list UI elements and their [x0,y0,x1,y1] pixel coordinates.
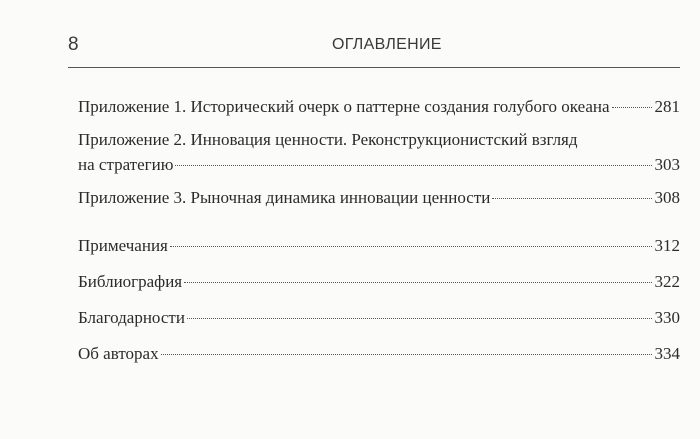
toc-entry-title-line-2: на стратегию [78,155,174,174]
dot-leader [161,354,652,355]
toc-entry-title: Библиография [78,272,183,291]
dot-leader [170,246,652,247]
toc-entry-page: 303 [654,155,680,174]
toc-entry-bibliography[interactable] [78,269,680,294]
page-header [68,24,680,62]
toc-entry-title-line-1: Приложение 2. Инновация ценности. Реконструкционистский взгляд [78,130,578,149]
dot-leader [612,107,652,108]
toc-entry-page: 330 [654,308,680,327]
toc-entry-title: Приложение 3. Рыночная динамика инновации ценности [78,188,491,207]
toc-entry-appendix-3[interactable] [78,185,680,210]
header-rule [68,67,680,68]
dot-leader [184,282,651,283]
toc-entry-about-authors[interactable] [78,341,680,366]
toc-entry-appendix-2[interactable] [78,127,680,177]
toc-entry-title: Благодарности [78,308,185,327]
toc-entry-page: 322 [654,272,680,291]
toc-entry-notes[interactable] [78,233,680,258]
toc-entry-acknowledgments[interactable] [78,305,680,330]
page-number: 8 [68,34,79,55]
running-head: ОГЛАВЛЕНИЕ [332,36,442,53]
dot-leader [492,198,651,199]
dot-leader [187,318,652,319]
toc-entry-appendix-1[interactable] [78,94,680,119]
toc-entry-title: Примечания [78,236,168,255]
dot-leader [175,165,651,166]
table-of-contents [78,94,680,366]
toc-entry-title: Об авторах [78,344,159,363]
toc-entry-page: 281 [654,97,680,116]
toc-entry-title: Приложение 1. Исторический очерк о паттерне создания голубого океана [78,97,610,116]
toc-entry-page: 312 [654,236,680,255]
toc-entry-page: 334 [654,344,680,363]
toc-entry-page: 308 [654,188,680,207]
